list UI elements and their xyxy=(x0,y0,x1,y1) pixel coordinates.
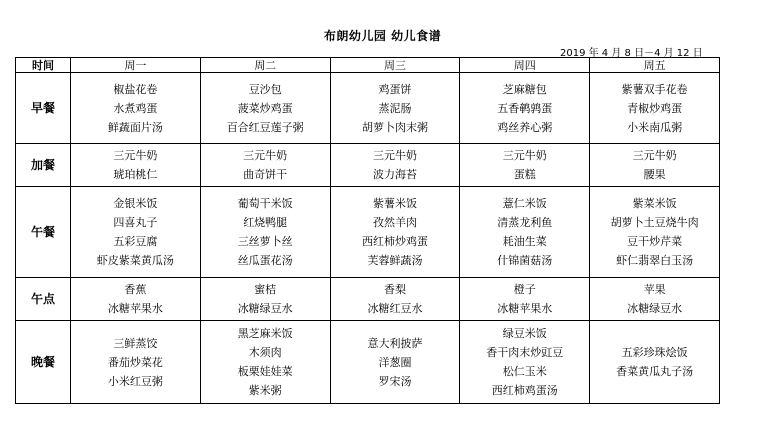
page-title: 布朗幼儿园 幼儿食谱 xyxy=(323,29,442,43)
dish-item: 胡萝卜肉末粥 xyxy=(361,120,428,134)
menu-cell-lunch-wed xyxy=(330,187,460,278)
meal-label: 午餐 xyxy=(16,187,71,278)
dish-item: 冰糖苹果水 xyxy=(107,302,163,315)
dish-item: 紫薯米饭 xyxy=(372,197,417,210)
dish-item: 意大利披萨 xyxy=(367,336,423,350)
dish-item: 芝麻糖包 xyxy=(502,82,547,96)
dish-item: 豆干炒芹菜 xyxy=(627,235,683,248)
dish-item: 洋葱圈 xyxy=(378,355,412,369)
dish-item: 菠菜炒鸡蛋 xyxy=(237,101,293,115)
menu-cell-lunch-thu xyxy=(460,187,590,278)
row-afternoon-snack xyxy=(16,278,720,321)
header-time: 时间 xyxy=(16,58,71,73)
menu-cell-afternoon-snack-thu xyxy=(460,278,590,321)
dish-item: 金银米饭 xyxy=(113,197,158,210)
header-row xyxy=(16,58,720,73)
dish-item: 葡萄干米饭 xyxy=(237,197,293,210)
dish-item: 腰果 xyxy=(643,168,666,181)
menu-cell-dinner-wed xyxy=(330,321,460,404)
dish-item: 鸡丝养心粥 xyxy=(497,120,553,134)
dish-item: 鲜蔬面片汤 xyxy=(107,120,163,134)
dish-item: 紫米粥 xyxy=(248,384,282,397)
meal-label: 晚餐 xyxy=(16,321,71,404)
menu-cell-dinner-thu xyxy=(460,321,590,404)
dish-item: 苹果 xyxy=(643,283,666,296)
dish-item: 琥珀桃仁 xyxy=(113,168,158,181)
dish-item: 三元牛奶 xyxy=(113,149,158,162)
dish-item: 香蕉 xyxy=(124,283,147,296)
dish-item: 耗油生菜 xyxy=(502,235,547,248)
menu-cell-afternoon-snack-wed xyxy=(330,278,460,321)
dish-item: 四喜丸子 xyxy=(113,216,158,229)
dish-item: 五彩珍珠烩饭 xyxy=(621,346,688,359)
row-dinner xyxy=(16,321,720,404)
dish-item: 木须肉 xyxy=(248,346,282,359)
dish-item: 紫菜米饭 xyxy=(632,197,677,210)
dish-item: 番茄炒菜花 xyxy=(107,355,163,369)
dish-item: 虾皮紫菜黄瓜汤 xyxy=(96,254,174,267)
dish-item: 蛋糕 xyxy=(513,168,536,181)
menu-cell-afternoon-snack-mon xyxy=(71,278,201,321)
menu-cell-breakfast-tue xyxy=(200,73,330,144)
dish-item: 香梨 xyxy=(383,283,406,296)
menu-cell-snack-mon xyxy=(71,144,201,187)
dish-item: 椒盐花卷 xyxy=(113,82,158,96)
dish-item: 冰糖红豆水 xyxy=(367,302,423,315)
dish-item: 水煮鸡蛋 xyxy=(113,101,158,115)
menu-cell-dinner-fri xyxy=(590,321,720,404)
menu-cell-afternoon-snack-tue xyxy=(200,278,330,321)
dish-item: 清蒸龙利鱼 xyxy=(497,216,553,229)
dish-item: 西红柿鸡蛋汤 xyxy=(491,384,558,397)
dish-item: 三丝萝卜丝 xyxy=(237,235,293,248)
menu-body xyxy=(16,73,720,404)
dish-item: 小米红豆粥 xyxy=(107,374,163,388)
dish-item: 鸡蛋饼 xyxy=(378,82,412,96)
dish-item: 青椒炒鸡蛋 xyxy=(627,101,683,115)
row-breakfast xyxy=(16,73,720,144)
dish-item: 冰糖绿豆水 xyxy=(237,302,293,315)
dish-item: 薏仁米饭 xyxy=(502,197,547,210)
dish-item: 冰糖绿豆水 xyxy=(627,302,683,315)
dish-item: 橙子 xyxy=(513,283,536,296)
dish-item: 红烧鸭腿 xyxy=(243,216,288,229)
dish-item: 冰糖苹果水 xyxy=(497,302,553,315)
dish-item: 丝瓜蛋花汤 xyxy=(237,254,293,267)
dish-item: 蜜桔 xyxy=(254,283,277,296)
dish-item: 波力海苔 xyxy=(372,168,417,181)
dish-item: 蒸泥肠 xyxy=(378,101,412,115)
dish-item: 五香鹌鹑蛋 xyxy=(497,101,553,115)
meal-label: 加餐 xyxy=(16,144,71,187)
dish-item: 紫薯双手花卷 xyxy=(621,82,688,96)
date-range: 2019 年 4 月 8 日－4 月 12 日 xyxy=(560,48,703,59)
dish-item: 胡萝卜土豆烧牛肉 xyxy=(610,216,699,229)
dish-item: 三元牛奶 xyxy=(372,149,417,162)
menu-cell-snack-fri xyxy=(590,144,720,187)
row-lunch xyxy=(16,187,720,278)
dish-item: 松仁玉米 xyxy=(502,365,547,378)
menu-cell-breakfast-wed xyxy=(330,73,460,144)
dish-item: 三鲜蒸饺 xyxy=(113,336,158,350)
header-day-tue: 周二 xyxy=(200,58,330,73)
dish-item: 五彩豆腐 xyxy=(113,235,158,248)
dish-item: 孜然羊肉 xyxy=(372,216,417,229)
row-snack xyxy=(16,144,720,187)
meal-label: 午点 xyxy=(16,278,71,321)
menu-cell-breakfast-thu xyxy=(460,73,590,144)
header-day-mon: 周一 xyxy=(71,58,201,73)
header-day-wed: 周三 xyxy=(330,58,460,73)
menu-cell-dinner-tue xyxy=(200,321,330,404)
dish-item: 西红柿炒鸡蛋 xyxy=(361,235,428,248)
dish-item: 虾仁翡翠白玉汤 xyxy=(616,254,694,267)
dish-item: 三元牛奶 xyxy=(502,149,547,162)
dish-item: 小米南瓜粥 xyxy=(627,120,683,134)
menu-table xyxy=(15,57,720,404)
header-day-thu: 周四 xyxy=(460,58,590,73)
menu-cell-snack-tue xyxy=(200,144,330,187)
dish-item: 豆沙包 xyxy=(248,82,282,96)
dish-item: 芙蓉鲜蔬汤 xyxy=(367,254,423,267)
menu-cell-breakfast-fri xyxy=(590,73,720,144)
dish-item: 香干肉末炒豇豆 xyxy=(486,346,564,359)
dish-item: 什锦菌菇汤 xyxy=(497,254,553,267)
menu-cell-lunch-tue xyxy=(200,187,330,278)
dish-item: 黑芝麻米饭 xyxy=(237,327,293,340)
dish-item: 板栗娃娃菜 xyxy=(237,365,293,378)
dish-item: 罗宋汤 xyxy=(378,374,412,388)
dish-item: 曲奇饼干 xyxy=(243,168,288,181)
dish-item: 百合红豆莲子粥 xyxy=(226,120,304,134)
menu-cell-lunch-mon xyxy=(71,187,201,278)
menu-cell-snack-wed xyxy=(330,144,460,187)
dish-item: 绿豆米饭 xyxy=(502,327,547,340)
menu-cell-afternoon-snack-fri xyxy=(590,278,720,321)
header-day-fri: 周五 xyxy=(590,58,720,73)
dish-item: 三元牛奶 xyxy=(632,149,677,162)
meal-label: 早餐 xyxy=(16,73,71,144)
menu-cell-snack-thu xyxy=(460,144,590,187)
dish-item: 三元牛奶 xyxy=(243,149,288,162)
menu-cell-dinner-mon xyxy=(71,321,201,404)
dish-item: 香菜黄瓜丸子汤 xyxy=(616,365,694,378)
menu-cell-breakfast-mon xyxy=(71,73,201,144)
menu-cell-lunch-fri xyxy=(590,187,720,278)
